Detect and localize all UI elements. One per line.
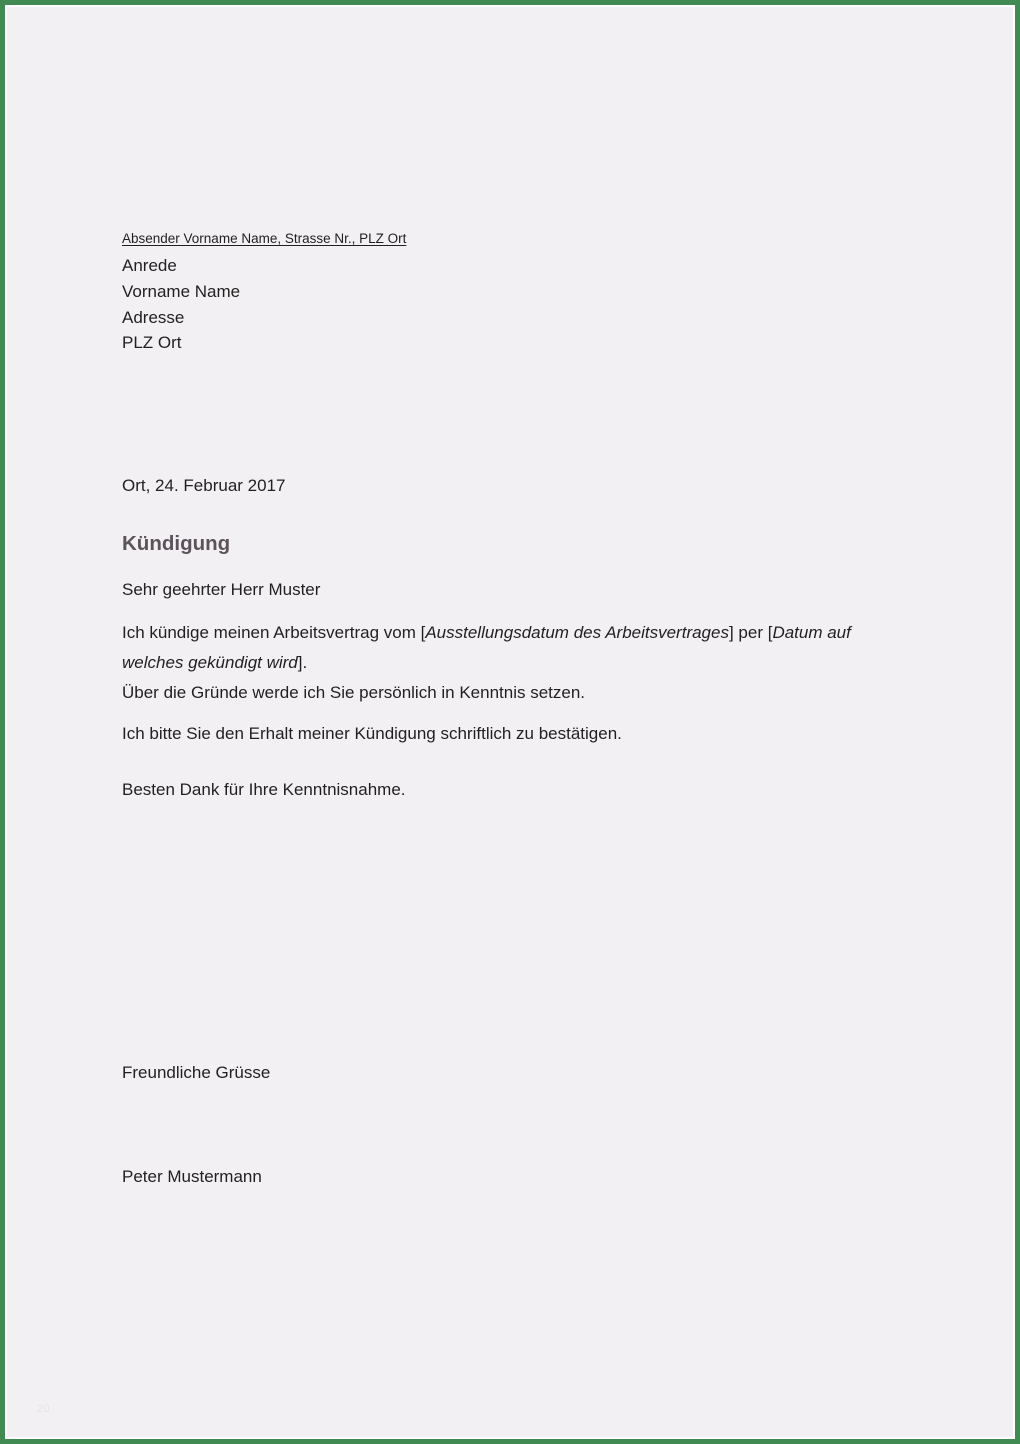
paragraph1-segment-1: Ich kündige meinen Arbeitsvertrag vom [ [122,623,426,642]
letter-page [7,7,1013,1437]
sender-address-line: Absender Vorname Name, Strasse Nr., PLZ Ort [122,231,407,246]
place-and-date: Ort, 24. Februar 2017 [122,476,286,495]
body-paragraph-3: Besten Dank für Ihre Kenntnisnahme. [122,780,406,799]
subject-heading: Kündigung [122,532,231,555]
paragraph1-segment-2: ] per [ [728,623,773,642]
paragraph1-placeholder-termination-date: Datum auf welches gekündigt wird [122,623,851,672]
recipient-line-name: Vorname Name [122,281,241,301]
paragraph1-segment-3: ]. [297,653,308,672]
signature-name: Peter Mustermann [122,1167,262,1186]
body-paragraph-1 [122,618,912,708]
paragraph1-placeholder-contract-date: Ausstellungsdatum des Arbeitsvertrages [425,623,729,642]
recipient-line-salutation: Anrede [122,256,177,275]
recipient-line-street: Adresse [122,307,185,327]
recipient-line-city: PLZ Ort [122,333,182,353]
page-mark: 20 [37,1403,51,1415]
paragraph1-line-2: Über die Gründe werde ich Sie persönlich in Kenntnis setzen. [122,683,586,702]
body-paragraph-2: Ich bitte Sie den Erhalt meiner Kündigung schriftlich zu bestätigen. [122,724,622,743]
closing-greeting: Freundliche Grüsse [122,1063,271,1082]
recipient-address-block [122,253,240,356]
salutation: Sehr geehrter Herr Muster [122,580,321,599]
